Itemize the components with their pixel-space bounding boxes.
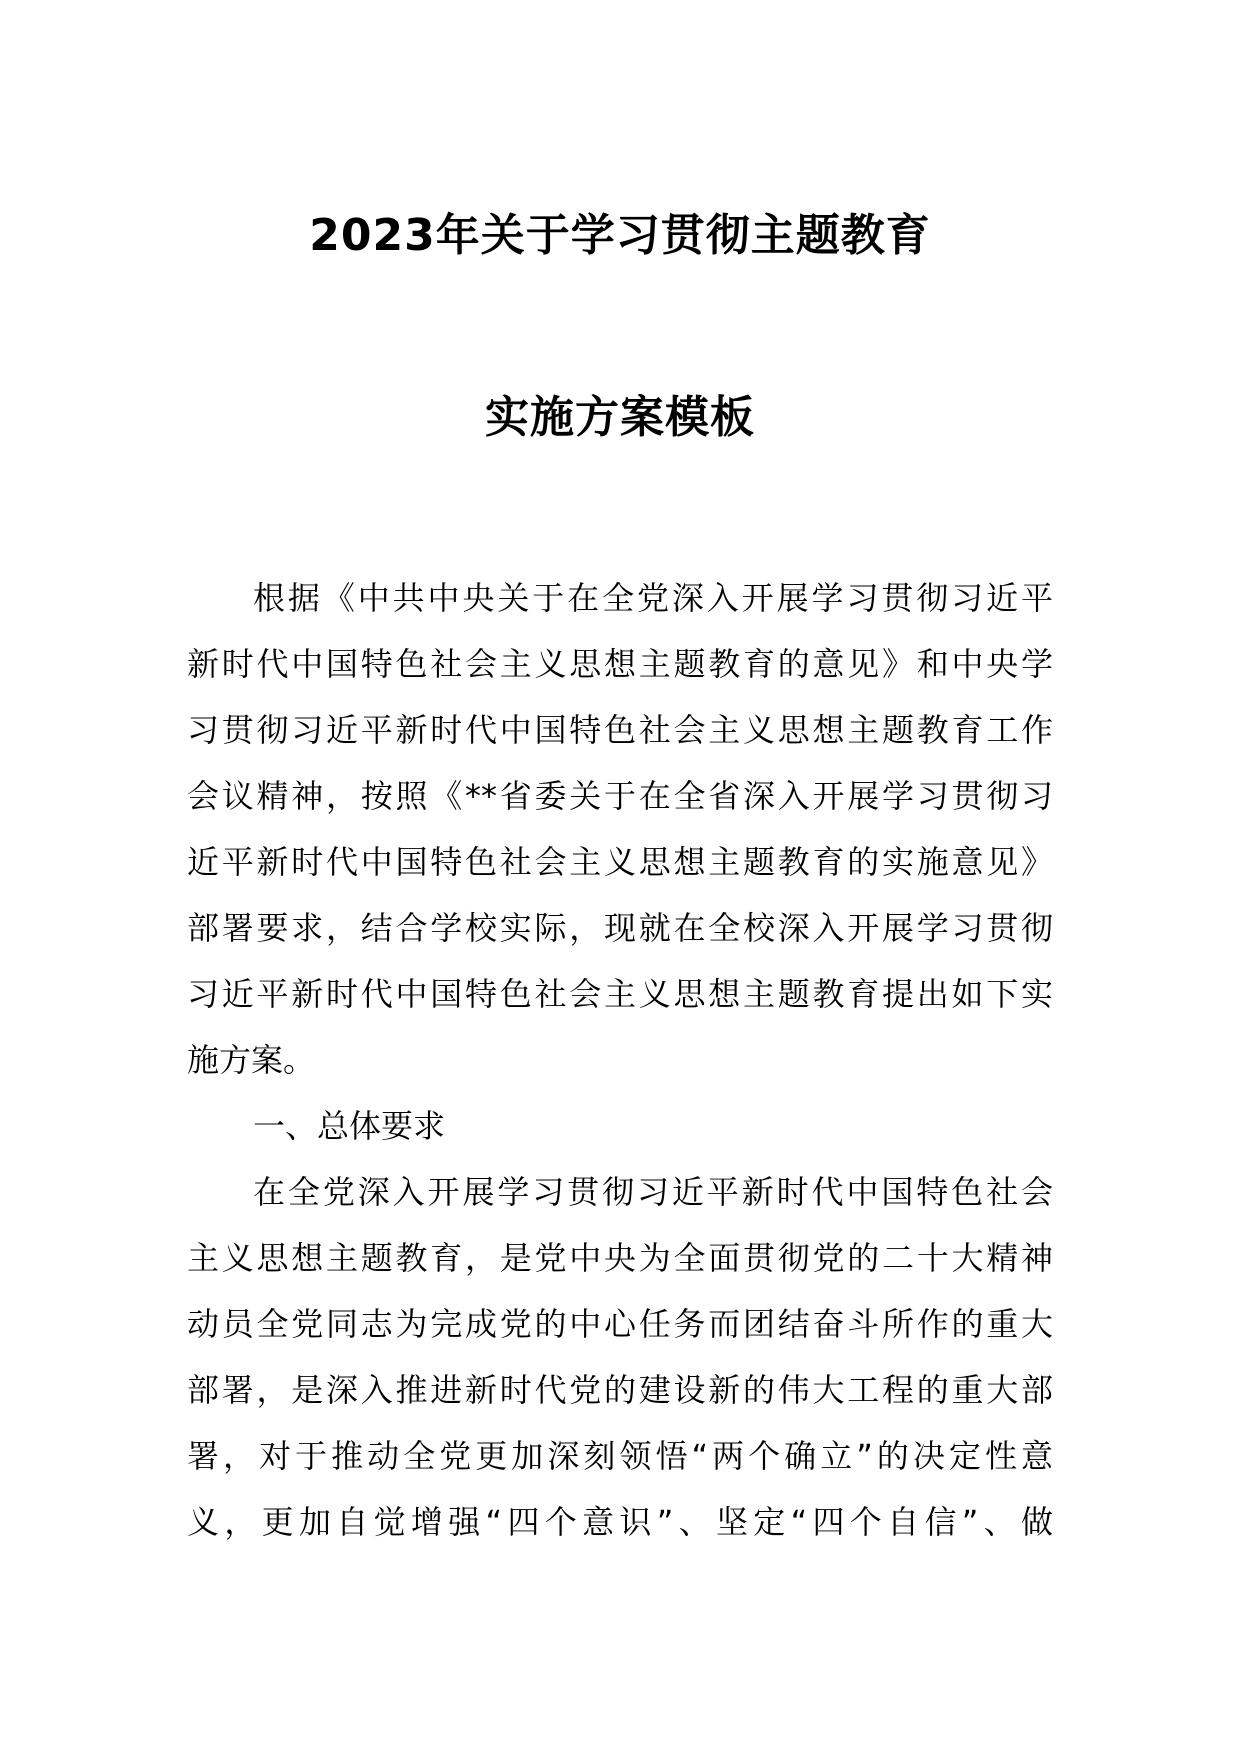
paragraph-2-line-5: 署，对于推动全党更加深刻领悟“两个确立”的决定性意 [187, 1437, 1053, 1475]
paragraph-1-line-4: 会议精神，按照《**省委关于在全省深入开展学习贯彻习 [187, 777, 1053, 815]
document-title-line-2: 实施方案模板 [485, 392, 755, 443]
paragraph-1-line-3: 习贯彻习近平新时代中国特色社会主义思想主题教育工作 [187, 711, 1053, 749]
paragraph-2-line-1: 在全党深入开展学习贯彻习近平新时代中国特色社会 [253, 1173, 1053, 1211]
paragraph-1-line-5: 近平新时代中国特色社会主义思想主题教育的实施意见》 [187, 843, 1053, 881]
paragraph-1-line-6: 部署要求，结合学校实际，现就在全校深入开展学习贯彻 [187, 909, 1053, 947]
paragraph-2-line-4: 部署，是深入推进新时代党的建设新的伟大工程的重大部 [187, 1371, 1053, 1409]
paragraph-2-line-2: 主义思想主题教育，是党中央为全面贯彻党的二十大精神 [187, 1239, 1053, 1277]
document-title-line-1: 2023年关于学习贯彻主题教育 [309, 210, 931, 261]
paragraph-1-line-1: 根据《中共中央关于在全党深入开展学习贯彻习近平 [253, 579, 1053, 617]
paragraph-1-line-2: 新时代中国特色社会主义思想主题教育的意见》和中央学 [187, 645, 1053, 683]
section-heading-1: 一、总体要求 [253, 1107, 446, 1145]
paragraph-1-line-8: 施方案。 [187, 1041, 316, 1079]
paragraph-2-line-3: 动员全党同志为完成党的中心任务而团结奋斗所作的重大 [187, 1305, 1053, 1343]
paragraph-2-line-6: 义，更加自觉增强“四个意识”、坚定“四个自信”、做 [187, 1503, 1053, 1541]
paragraph-1-line-7: 习近平新时代中国特色社会主义思想主题教育提出如下实 [187, 975, 1053, 1013]
